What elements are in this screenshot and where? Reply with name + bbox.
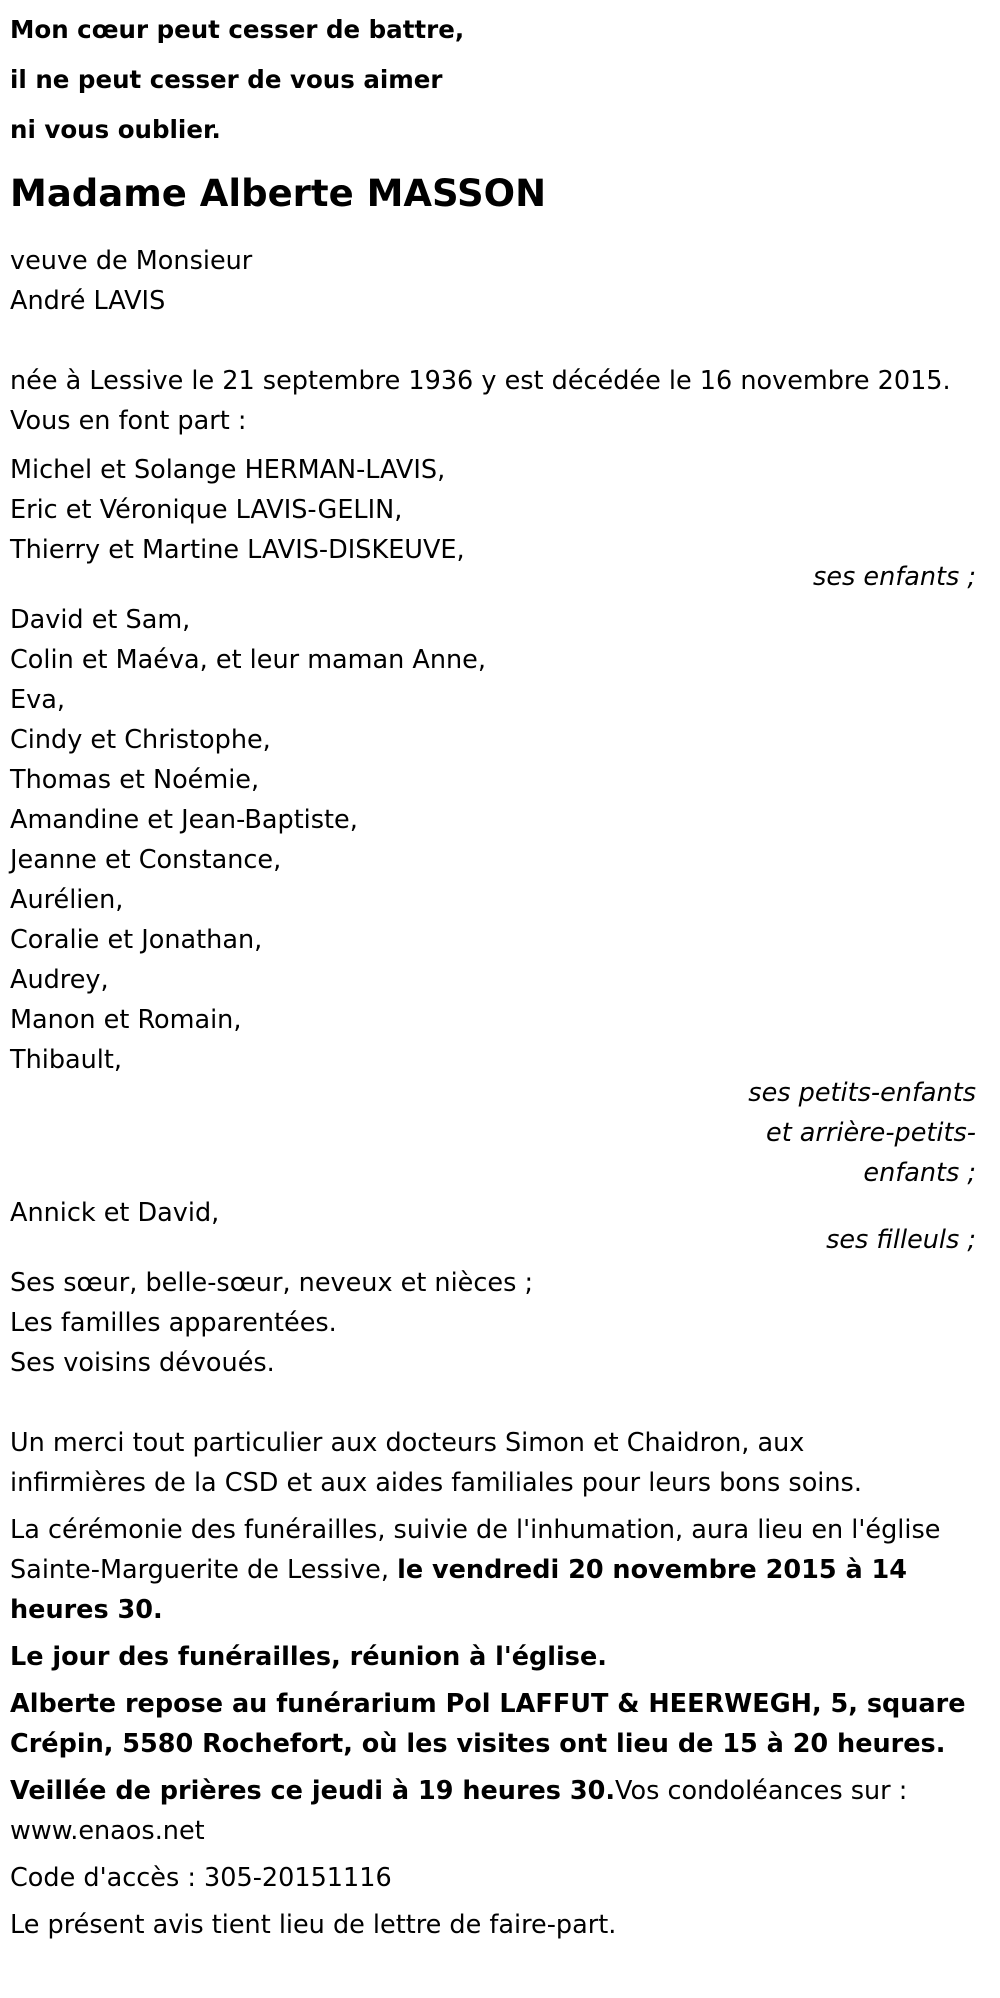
funerarium-line: Alberte repose au funérarium Pol LAFFUT & HEERWEGH, 5, square bbox=[10, 1689, 966, 1719]
list-item: Amandine et Jean-Baptiste, bbox=[10, 805, 358, 835]
label-line: ses petits-enfants bbox=[748, 1078, 976, 1108]
children-list bbox=[10, 450, 976, 595]
funerarium-line: Crépin, 5580 Rochefort, où les visites ont lieu de 15 à 20 heures. bbox=[10, 1729, 946, 1759]
list-item: Cindy et Christophe, bbox=[10, 725, 271, 755]
spouse-line: veuve de Monsieur bbox=[10, 246, 253, 276]
ceremony-line: La cérémonie des funérailles, suivie de l'inhumation, aura lieu en l'église bbox=[10, 1515, 941, 1545]
thanks-line: Un merci tout particulier aux docteurs Simon et Chaidron, aux bbox=[10, 1428, 805, 1458]
godchildren-label: ses filleuls ; bbox=[826, 1225, 976, 1255]
access-code: Code d'accès : 305-20151116 bbox=[10, 1863, 392, 1893]
condolences-text: Vos condoléances sur : bbox=[615, 1776, 908, 1806]
label-line: enfants ; bbox=[863, 1158, 976, 1188]
funerarium-info bbox=[10, 1684, 976, 1764]
birth-death: née à Lessive le 21 septembre 1936 y est décédée le 16 novembre 2015. bbox=[10, 366, 951, 396]
list-item: Thibault, bbox=[10, 1045, 122, 1075]
children-label: ses enfants ; bbox=[813, 562, 976, 592]
vigil-time: Veillée de prières ce jeudi à 19 heures 30. bbox=[10, 1776, 616, 1806]
list-item: Les familles apparentées. bbox=[10, 1308, 337, 1338]
list-item: Jeanne et Constance, bbox=[10, 845, 282, 875]
spouse-line: André LAVIS bbox=[10, 286, 166, 316]
list-item: Eric et Véronique LAVIS-GELIN, bbox=[10, 495, 403, 525]
poem-line: il ne peut cesser de vous aimer bbox=[10, 65, 443, 94]
deceased-name: Madame Alberte MASSON bbox=[10, 172, 547, 215]
ceremony-place: Sainte-Marguerite de Lessive, bbox=[10, 1555, 398, 1585]
ceremony-time: heures 30. bbox=[10, 1595, 163, 1625]
list-item: Aurélien, bbox=[10, 885, 124, 915]
poem bbox=[10, 5, 976, 155]
closing-note: Le présent avis tient lieu de lettre de faire-part. bbox=[10, 1910, 617, 1940]
label-line: et arrière-petits- bbox=[766, 1118, 976, 1148]
list-item: Colin et Maéva, et leur maman Anne, bbox=[10, 645, 486, 675]
vigil-info bbox=[10, 1771, 976, 1851]
list-item: Thierry et Martine LAVIS-DISKEUVE, bbox=[10, 535, 465, 565]
list-item: Michel et Solange HERMAN-LAVIS, bbox=[10, 455, 446, 485]
poem-line: ni vous oublier. bbox=[10, 115, 221, 144]
list-item: David et Sam, bbox=[10, 605, 191, 635]
list-item: Ses voisins dévoués. bbox=[10, 1348, 275, 1378]
list-item: Ses sœur, belle-sœur, neveux et nièces ; bbox=[10, 1268, 534, 1298]
ceremony-info bbox=[10, 1510, 976, 1630]
poem-line: Mon cœur peut cesser de battre, bbox=[10, 15, 465, 44]
godchildren-list bbox=[10, 1193, 976, 1258]
list-item: Thomas et Noémie, bbox=[10, 765, 260, 795]
ceremony-line bbox=[10, 1550, 976, 1590]
vigil-line bbox=[10, 1771, 976, 1811]
thanks-line: infirmières de la CSD et aux aides familiales pour leurs bons soins. bbox=[10, 1468, 862, 1498]
list-item: Manon et Romain, bbox=[10, 1005, 242, 1035]
grandchildren-list bbox=[10, 600, 976, 1193]
list-item: Audrey, bbox=[10, 965, 109, 995]
ceremony-date: le vendredi 20 novembre 2015 à 14 bbox=[397, 1555, 908, 1585]
website-link[interactable]: www.enaos.net bbox=[10, 1816, 205, 1846]
list-item: Eva, bbox=[10, 685, 65, 715]
thanks bbox=[10, 1423, 976, 1503]
list-item: Coralie et Jonathan, bbox=[10, 925, 263, 955]
announcers-intro: Vous en font part : bbox=[10, 406, 247, 436]
list-item: Annick et David, bbox=[10, 1198, 220, 1228]
grandchildren-label bbox=[726, 1073, 976, 1193]
obituary-notice bbox=[0, 5, 1000, 1945]
meeting-info: Le jour des funérailles, réunion à l'église. bbox=[10, 1642, 607, 1672]
other-relatives bbox=[10, 1263, 976, 1383]
spouse bbox=[10, 241, 976, 321]
